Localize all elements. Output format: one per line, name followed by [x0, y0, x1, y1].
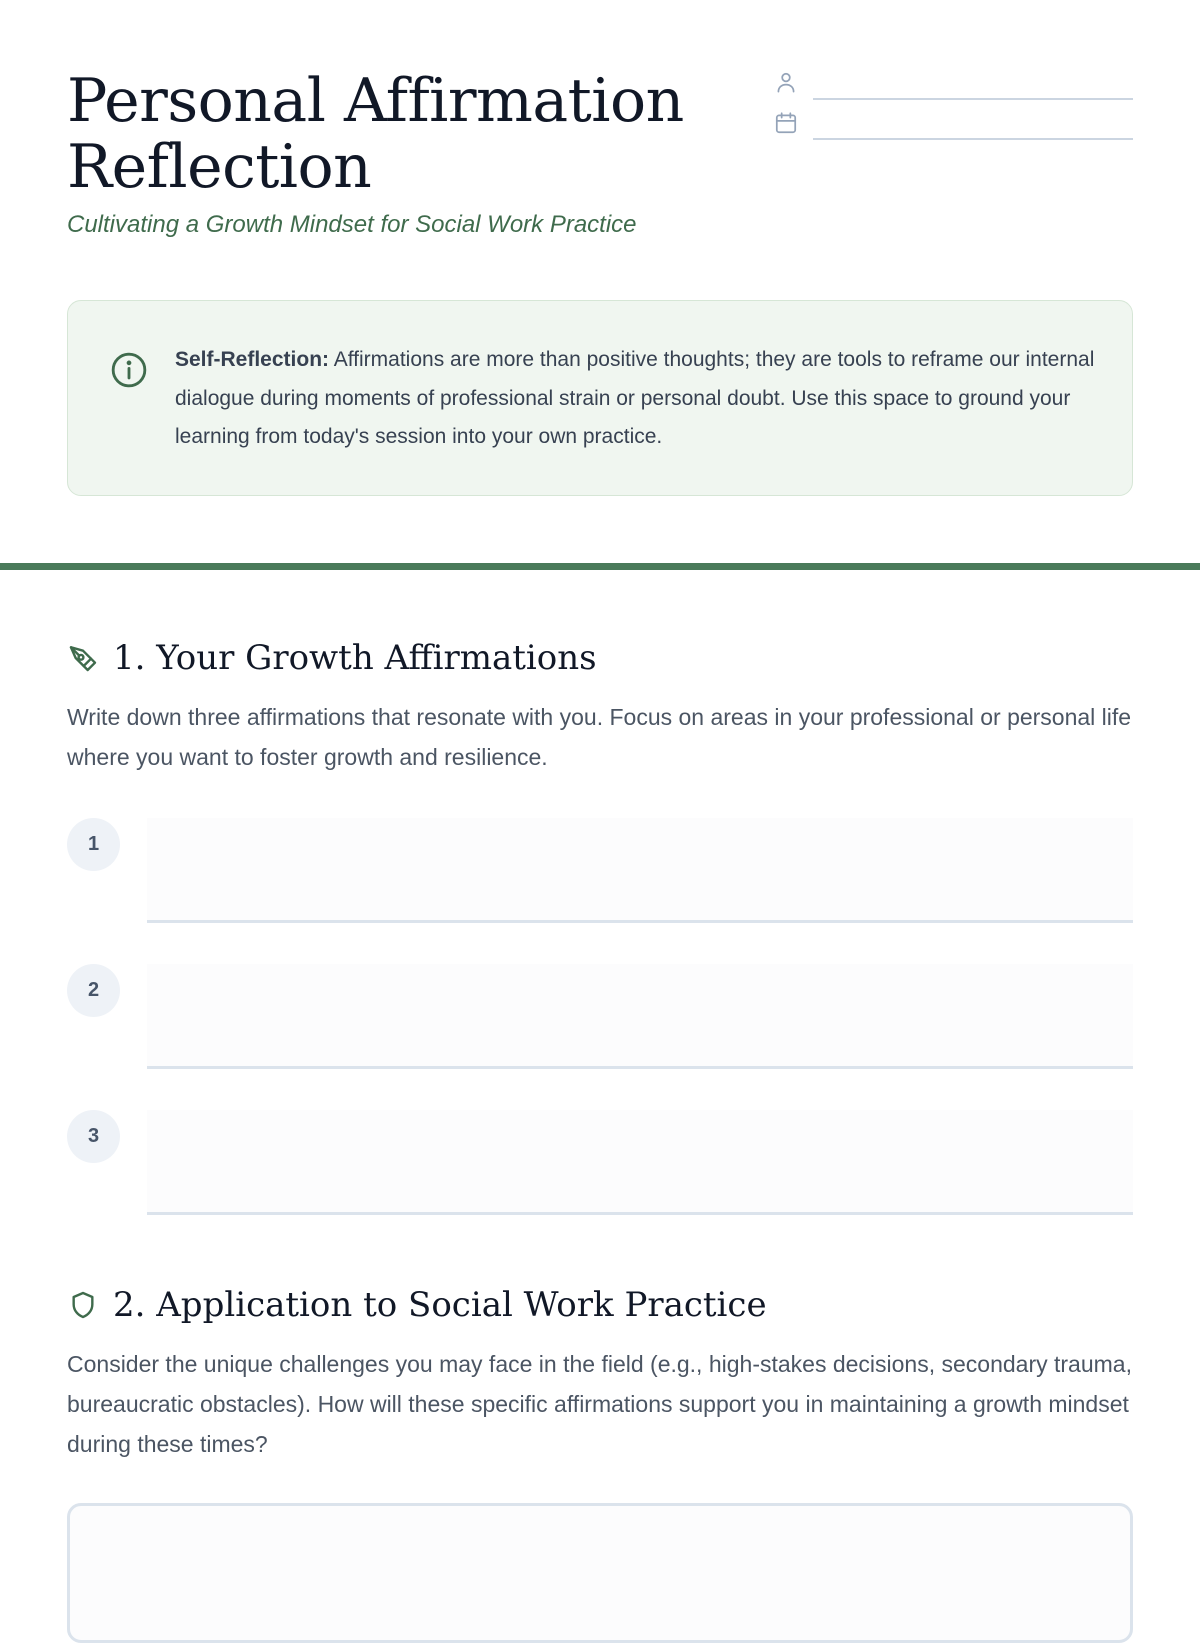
section-description: Write down three affirmations that resonate with you. Focus on areas in your professional or personal life where you want to foster growth and resilience.	[67, 704, 1132, 770]
section-growth-affirmations-header	[67, 638, 597, 678]
section-application-header	[67, 1285, 767, 1325]
affirmation-input-1[interactable]	[147, 818, 1133, 923]
entry-number-badge: 2	[67, 964, 120, 1017]
callout-body: Affirmations are more than positive thoughts; they are tools to reframe our internal dialogue during moments of professional strain or personal doubt. Use this space to ground your learning from today's session into your own practice.	[175, 348, 1095, 448]
affirmation-input-2[interactable]	[147, 964, 1133, 1069]
entry-number-badge: 1	[67, 818, 120, 871]
affirmation-entry-1	[67, 818, 1133, 924]
entry-number-badge: 3	[67, 1110, 120, 1163]
name-input-line[interactable]	[813, 98, 1133, 100]
self-reflection-callout	[67, 300, 1133, 496]
callout-text	[175, 341, 1095, 457]
callout-label: Self-Reflection:	[175, 348, 330, 371]
section-description: Consider the unique challenges you may face in the field (e.g., high-stakes decisions, secondary trauma, bureaucratic obstacles). How will these specific affirmations support you in maintaining a growth mindset during these times?	[67, 1351, 1132, 1457]
shield-icon	[67, 1289, 99, 1321]
pen-tool-icon	[67, 642, 99, 674]
date-input-line[interactable]	[813, 138, 1133, 140]
section-divider	[0, 563, 1200, 570]
page-title: Personal Affirmation Reflection	[67, 66, 684, 202]
date-field[interactable]	[773, 108, 1133, 144]
affirmation-entry-3	[67, 1110, 1133, 1216]
info-icon	[110, 351, 148, 389]
section-title: 2. Application to Social Work Practice	[113, 1285, 767, 1325]
application-response-textarea[interactable]	[67, 1503, 1133, 1643]
section-title: 1. Your Growth Affirmations	[113, 638, 597, 678]
calendar-icon	[773, 110, 799, 136]
name-field[interactable]	[773, 68, 1133, 104]
affirmation-entry-2	[67, 964, 1133, 1070]
affirmation-input-3[interactable]	[147, 1110, 1133, 1215]
user-icon	[773, 70, 799, 96]
page-subtitle: Cultivating a Growth Mindset for Social Work Practice	[67, 211, 637, 238]
